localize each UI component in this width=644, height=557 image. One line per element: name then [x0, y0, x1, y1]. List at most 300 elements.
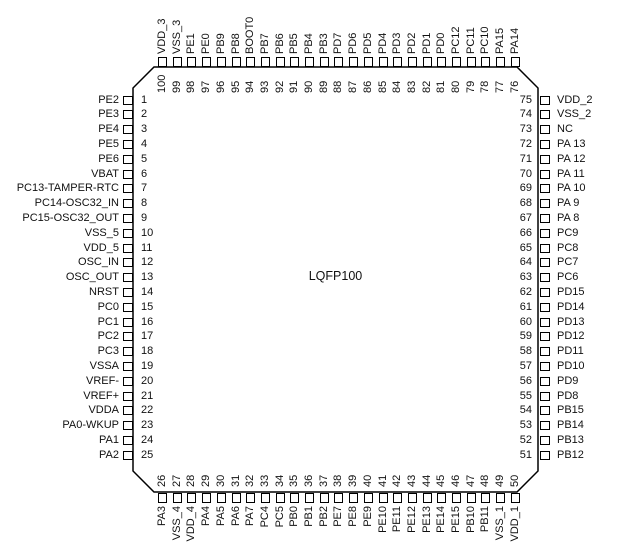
pin-square — [123, 318, 133, 327]
pin-number: 14 — [141, 285, 154, 298]
pin-square — [123, 451, 133, 460]
pin-label: PA 11 — [557, 167, 585, 180]
pin-label: PB14 — [557, 419, 584, 432]
pin-number: 6 — [141, 167, 148, 180]
pin-square — [123, 288, 133, 297]
pin-number: 50 — [508, 474, 521, 487]
pin-square — [379, 493, 388, 503]
pin-square — [246, 57, 255, 67]
pin-label: PD3 — [391, 32, 404, 54]
pin-square — [540, 125, 550, 134]
pin-square — [261, 493, 270, 503]
pin-square — [334, 493, 343, 503]
pin-number: 84 — [391, 80, 404, 93]
pin-label: PA 10 — [557, 182, 586, 195]
pin-label: PC0 — [97, 300, 119, 313]
pin-label: PE15 — [450, 506, 462, 533]
pin-label: PA5 — [214, 506, 227, 526]
pin-number: 74 — [519, 108, 532, 121]
pin-number: 96 — [214, 80, 227, 93]
pin-number: 64 — [519, 256, 532, 269]
pin-square — [540, 244, 550, 253]
pin-square — [408, 57, 417, 67]
pin-square — [305, 493, 314, 503]
pin-label: PB0 — [288, 506, 301, 527]
pin-label: PD14 — [557, 300, 585, 313]
pin-number: 52 — [519, 433, 532, 446]
pin-number: 39 — [347, 474, 360, 487]
pin-number: 86 — [361, 80, 374, 93]
pin-label: PB9 — [214, 33, 227, 54]
pin-label: PA 12 — [557, 152, 586, 165]
pin-label: PB6 — [273, 33, 286, 54]
pin-number: 94 — [244, 80, 257, 93]
pin-number: 4 — [141, 137, 148, 150]
pin-number: 82 — [420, 80, 433, 93]
pin-square — [540, 451, 550, 460]
pin-label: PB15 — [557, 404, 584, 417]
pin-number: 20 — [141, 374, 154, 387]
pin-label: BOOT0 — [244, 16, 257, 54]
pin-number: 69 — [519, 182, 532, 195]
pin-number: 68 — [519, 197, 532, 210]
pin-label: OSC_IN — [78, 256, 119, 269]
pin-square — [123, 421, 133, 430]
pin-square — [349, 57, 358, 67]
pin-label: PD12 — [557, 330, 585, 343]
pin-label: PD1 — [420, 32, 433, 54]
pin-number: 57 — [519, 359, 532, 372]
pin-label: NC — [557, 123, 573, 136]
pin-label: PA1 — [99, 433, 119, 446]
pin-square — [540, 155, 550, 164]
pin-square — [217, 493, 226, 503]
pin-number: 15 — [141, 300, 154, 313]
pin-square — [305, 57, 314, 67]
pin-square — [187, 57, 196, 67]
pin-square — [540, 288, 550, 297]
pin-square — [320, 57, 329, 67]
pin-label: OSC_OUT — [65, 271, 119, 284]
pin-label: PD5 — [361, 32, 374, 54]
pin-square — [540, 421, 550, 430]
pin-square — [511, 493, 520, 503]
pin-square — [364, 493, 373, 503]
pin-number: 66 — [519, 226, 532, 239]
pin-label: PA4 — [200, 506, 213, 526]
pin-number: 8 — [141, 197, 148, 210]
pin-square — [202, 493, 211, 503]
pin-label: VDD_3 — [156, 18, 168, 54]
pin-label: PC8 — [557, 241, 579, 254]
pin-label: PB2 — [317, 506, 330, 527]
pin-number: 35 — [288, 474, 301, 487]
pin-square — [379, 57, 388, 67]
pin-square — [123, 184, 133, 193]
pin-square — [540, 110, 550, 119]
pin-number: 91 — [288, 80, 301, 93]
pin-number: 9 — [141, 211, 148, 224]
pin-number: 7 — [141, 182, 148, 195]
pin-label: PE11 — [391, 506, 404, 533]
pin-label: PC4 — [258, 506, 271, 528]
pin-square — [423, 57, 432, 67]
pin-label: PA 13 — [557, 137, 586, 150]
pin-label: PD7 — [332, 32, 345, 54]
pin-label: PC9 — [557, 226, 579, 239]
pin-label: VBAT — [91, 167, 119, 180]
pin-label: PD2 — [405, 32, 418, 54]
pin-label: PD15 — [557, 285, 585, 298]
pin-number: 85 — [376, 80, 389, 93]
pin-square — [540, 140, 550, 149]
pin-number: 56 — [519, 374, 532, 387]
pin-square — [540, 258, 550, 267]
pin-number: 17 — [141, 330, 154, 343]
pin-number: 73 — [519, 123, 532, 136]
pin-number: 98 — [185, 80, 198, 93]
pin-square — [276, 57, 285, 67]
pin-label: PE9 — [361, 506, 374, 527]
pin-label: PB3 — [317, 33, 330, 54]
pin-square — [123, 170, 133, 179]
pin-number: 93 — [258, 80, 271, 93]
pin-number: 58 — [519, 345, 532, 358]
pin-label: PA0-WKUP — [62, 419, 119, 432]
pin-label: PB5 — [288, 33, 301, 54]
pin-label: PC6 — [557, 271, 579, 284]
pin-label: VREF- — [86, 374, 119, 387]
pin-label: PE10 — [376, 506, 389, 533]
pin-square — [481, 57, 490, 67]
pin-number: 41 — [376, 474, 389, 487]
pin-number: 33 — [258, 474, 271, 487]
pin-label: PC12 — [450, 26, 462, 54]
pin-label: PD8 — [557, 389, 579, 402]
pin-number: 48 — [479, 474, 492, 487]
pin-number: 59 — [519, 330, 532, 343]
pin-number: 2 — [141, 108, 148, 121]
pin-square — [540, 436, 550, 445]
pin-number: 5 — [141, 152, 148, 165]
pin-label: PC3 — [97, 345, 119, 358]
pin-number: 27 — [170, 474, 183, 487]
pin-square — [123, 436, 133, 445]
pin-square — [423, 493, 432, 503]
pin-label: PD13 — [557, 315, 585, 328]
pin-number: 54 — [519, 404, 532, 417]
pin-label: VSS_5 — [84, 226, 119, 239]
pin-number: 42 — [391, 474, 404, 487]
pin-label: PB8 — [229, 33, 242, 54]
pin-number: 55 — [519, 389, 532, 402]
pin-label: PE12 — [405, 506, 418, 533]
pin-number: 67 — [519, 211, 532, 224]
pin-label: PB1 — [303, 506, 315, 527]
pin-number: 95 — [229, 80, 242, 93]
pin-number: 11 — [141, 241, 153, 254]
pin-square — [540, 392, 550, 401]
pin-label: PE7 — [332, 506, 345, 527]
pin-number: 60 — [519, 315, 532, 328]
pin-number: 23 — [141, 419, 154, 432]
pin-square — [437, 493, 446, 503]
pin-label: PD9 — [557, 374, 579, 387]
pin-square — [540, 184, 550, 193]
pin-number: 61 — [519, 300, 532, 313]
pin-square — [540, 273, 550, 282]
pin-square — [364, 57, 373, 67]
pin-square — [511, 57, 520, 67]
pin-square — [349, 493, 358, 503]
pin-label: PA 9 — [557, 197, 580, 210]
pin-square — [540, 170, 550, 179]
pin-square — [123, 347, 133, 356]
pin-square — [540, 362, 550, 371]
pin-square — [123, 303, 133, 312]
pin-number: 22 — [141, 404, 154, 417]
pin-square — [334, 57, 343, 67]
pin-label: PD4 — [376, 32, 389, 54]
pin-number: 76 — [508, 80, 521, 93]
pin-label: PE8 — [347, 506, 360, 527]
pin-square — [481, 493, 490, 503]
pin-label: PC15-OSC32_OUT — [22, 211, 119, 224]
pin-label: PD10 — [557, 359, 585, 372]
pin-label: VDD_1 — [508, 506, 521, 542]
pin-label: PD6 — [347, 32, 360, 54]
pin-label: VDDA — [88, 404, 119, 417]
pin-label: PB10 — [464, 506, 477, 533]
pin-square — [123, 392, 133, 401]
pin-label: VSS_4 — [170, 506, 183, 541]
pin-square — [290, 57, 299, 67]
pin-number: 36 — [303, 474, 315, 487]
pin-square — [540, 318, 550, 327]
pin-number: 34 — [273, 474, 286, 487]
pin-label: PB7 — [258, 33, 271, 54]
pin-square — [540, 96, 550, 105]
pin-label: VSSA — [89, 359, 119, 372]
pin-square — [496, 57, 505, 67]
pin-label: PA3 — [156, 506, 168, 526]
pin-number: 88 — [332, 80, 345, 93]
pin-label: PE14 — [435, 506, 448, 533]
pin-square — [540, 214, 550, 223]
pin-square — [408, 493, 417, 503]
pin-square — [123, 258, 133, 267]
pin-label: PC11 — [464, 27, 477, 54]
pin-number: 37 — [317, 474, 330, 487]
pin-square — [123, 406, 133, 415]
pin-square — [123, 362, 133, 371]
pin-label: VDD_5 — [83, 241, 119, 254]
pin-label: PB11 — [479, 506, 492, 533]
pin-number: 43 — [405, 474, 418, 487]
pin-label: PE3 — [98, 108, 119, 121]
pin-number: 63 — [519, 271, 532, 284]
pin-square — [123, 273, 133, 282]
pin-square — [452, 57, 461, 67]
pin-label: PE0 — [200, 33, 213, 54]
pin-square — [217, 57, 226, 67]
pin-number: 31 — [229, 474, 242, 487]
pin-square — [232, 493, 241, 503]
pin-label: PC13-TAMPER-RTC — [16, 182, 119, 195]
pin-square — [173, 493, 182, 503]
pin-square — [452, 493, 461, 503]
pin-square — [246, 493, 255, 503]
pin-label: PA 8 — [557, 211, 580, 224]
pin-square — [540, 199, 550, 208]
pin-number: 92 — [273, 80, 286, 93]
pin-number: 47 — [464, 474, 477, 487]
pin-label: PC10 — [479, 26, 492, 54]
pin-label: PE5 — [98, 137, 119, 150]
pin-square — [393, 493, 402, 503]
pin-label: PA6 — [229, 506, 242, 526]
pin-label: VSS_3 — [170, 19, 183, 54]
pin-square — [540, 406, 550, 415]
pin-square — [123, 125, 133, 134]
pin-number: 53 — [519, 419, 532, 432]
pin-label: PC14-OSC32_IN — [34, 197, 119, 210]
pin-number: 16 — [141, 315, 154, 328]
pin-label: VREF+ — [83, 389, 119, 402]
pin-square — [467, 493, 476, 503]
pin-number: 100 — [156, 74, 168, 93]
pin-number: 10 — [141, 226, 154, 239]
pin-number: 79 — [464, 80, 477, 93]
pin-label: PD0 — [435, 32, 448, 54]
pin-number: 99 — [170, 80, 183, 93]
pin-square — [540, 332, 550, 341]
pin-number: 80 — [450, 80, 462, 93]
pin-label: PA14 — [508, 27, 521, 54]
pin-number: 89 — [317, 80, 330, 93]
pin-square — [187, 493, 196, 503]
pin-label: PB12 — [557, 448, 584, 461]
pin-label: PC7 — [557, 256, 579, 269]
pin-number: 90 — [303, 80, 315, 93]
pin-label: NRST — [89, 285, 119, 298]
pin-number: 87 — [347, 80, 360, 93]
pin-label: VSS_2 — [557, 108, 592, 121]
pin-label: PE2 — [98, 93, 119, 106]
pin-number: 83 — [405, 80, 418, 93]
pin-square — [393, 57, 402, 67]
pin-label: PA15 — [494, 27, 507, 54]
pin-number: 81 — [435, 80, 448, 93]
pin-number: 38 — [332, 474, 345, 487]
pin-label: PE4 — [98, 123, 119, 136]
pin-square — [540, 229, 550, 238]
pin-number: 3 — [141, 123, 148, 136]
pin-label: PE6 — [98, 152, 119, 165]
pin-number: 40 — [361, 474, 374, 487]
pin-number: 28 — [185, 474, 198, 487]
pin-number: 65 — [519, 241, 532, 254]
pin-square — [123, 199, 133, 208]
pin-square — [123, 332, 133, 341]
pin-number: 12 — [141, 256, 154, 269]
pin-number: 24 — [141, 433, 154, 446]
pin-label: PE1 — [185, 33, 198, 54]
pin-number: 29 — [200, 474, 213, 487]
pin-number: 45 — [435, 474, 448, 487]
pin-square — [158, 57, 167, 67]
pin-number: 72 — [519, 137, 532, 150]
pin-label: PC5 — [273, 506, 286, 528]
pin-square — [123, 377, 133, 386]
package-name-label: LQFP100 — [308, 269, 363, 283]
pin-square — [276, 493, 285, 503]
pin-number: 13 — [141, 271, 154, 284]
pin-label: PE13 — [420, 506, 433, 533]
pin-number: 18 — [141, 345, 154, 358]
pin-number: 26 — [156, 474, 168, 487]
pin-label: PB13 — [557, 433, 584, 446]
pin-number: 51 — [519, 448, 532, 461]
pin-number: 46 — [450, 474, 462, 487]
pin-number: 62 — [519, 285, 532, 298]
pin-label: VDD_4 — [185, 506, 198, 542]
pin-number: 49 — [494, 474, 507, 487]
pin-square — [496, 493, 505, 503]
pin-square — [123, 140, 133, 149]
pin-label: PD11 — [557, 345, 584, 358]
pin-square — [467, 57, 476, 67]
pin-square — [202, 57, 211, 67]
pin-square — [540, 303, 550, 312]
pin-label: PA2 — [99, 448, 119, 461]
pin-square — [232, 57, 241, 67]
pin-square — [540, 377, 550, 386]
pin-square — [123, 96, 133, 105]
pin-square — [320, 493, 329, 503]
pin-square — [158, 493, 167, 503]
pin-label: VSS_1 — [494, 506, 507, 541]
pin-square — [437, 57, 446, 67]
pin-square — [123, 110, 133, 119]
pin-label: PC2 — [97, 330, 119, 343]
pin-number: 44 — [420, 474, 433, 487]
pin-number: 25 — [141, 448, 154, 461]
pin-square — [123, 244, 133, 253]
pin-square — [173, 57, 182, 67]
pin-square — [123, 155, 133, 164]
pin-number: 70 — [519, 167, 532, 180]
pin-label: VDD_2 — [557, 93, 593, 106]
pin-number: 97 — [200, 80, 213, 93]
pin-number: 32 — [244, 474, 257, 487]
pin-square — [123, 229, 133, 238]
pin-number: 1 — [141, 93, 148, 106]
pin-number: 30 — [214, 474, 227, 487]
pin-number: 78 — [479, 80, 492, 93]
pin-number: 71 — [519, 152, 532, 165]
pin-square — [540, 347, 550, 356]
pin-number: 75 — [519, 93, 532, 106]
pin-label: PB4 — [303, 33, 315, 54]
pin-number: 77 — [494, 80, 507, 93]
pin-label: PA7 — [244, 506, 257, 526]
pin-label: PC1 — [97, 315, 119, 328]
pin-square — [261, 57, 270, 67]
pin-number: 21 — [141, 389, 154, 402]
pin-square — [123, 214, 133, 223]
pin-square — [290, 493, 299, 503]
